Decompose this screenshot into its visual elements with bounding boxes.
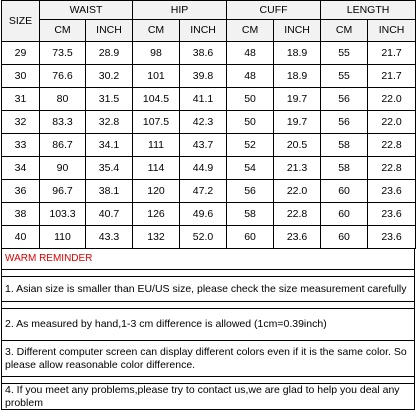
measurement-cell: 23.6: [368, 226, 416, 249]
size-cell: 36: [2, 180, 40, 203]
warm-reminder-title: WARM REMINDER: [2, 249, 414, 270]
measurement-cell: 42.3: [180, 111, 227, 134]
measurement-cell: 23.6: [368, 180, 416, 203]
size-cell: 34: [2, 157, 40, 180]
divider: [2, 302, 414, 309]
measurement-cell: 120: [133, 180, 180, 203]
size-cell: 30: [2, 65, 40, 88]
reminder-note-1: 1. Asian size is smaller than EU/US size, please check the size measurement carefully: [2, 277, 414, 302]
measurement-cell: 22.0: [368, 111, 416, 134]
measurement-cell: 49.6: [180, 203, 227, 226]
measurement-cell: 35.4: [86, 157, 133, 180]
measurement-cell: 47.2: [180, 180, 227, 203]
measurement-cell: 55: [321, 65, 368, 88]
cuff-header: CUFF: [227, 1, 321, 20]
measurement-cell: 86.7: [40, 134, 86, 157]
measurement-cell: 43.3: [86, 226, 133, 249]
table-row: [2, 111, 416, 134]
measurement-cell: 52: [227, 134, 274, 157]
measurement-cell: 110: [40, 226, 86, 249]
measurement-cell: 41.1: [180, 88, 227, 111]
measurement-cell: 104.5: [133, 88, 180, 111]
size-cell: 40: [2, 226, 40, 249]
warm-reminder-section: [1, 249, 415, 410]
measurement-cell: 132: [133, 226, 180, 249]
measurement-cell: 60: [321, 180, 368, 203]
measurement-cell: 21.3: [274, 157, 321, 180]
measurement-cell: 22.8: [368, 157, 416, 180]
reminder-note-4: 4. If you meet any problems,please try to contact us,we are glad to help you deal any problem: [2, 384, 414, 410]
measurement-cell: 76.6: [40, 65, 86, 88]
unit-header: INCH: [368, 20, 416, 42]
measurement-cell: 22.0: [274, 180, 321, 203]
measurement-cell: 20.5: [274, 134, 321, 157]
measurement-cell: 48: [227, 65, 274, 88]
measurement-cell: 18.9: [274, 65, 321, 88]
measurement-cell: 22.8: [368, 134, 416, 157]
measurement-cell: 28.9: [86, 42, 133, 65]
measurement-cell: 58: [321, 134, 368, 157]
measurement-cell: 96.7: [40, 180, 86, 203]
measurement-cell: 44.9: [180, 157, 227, 180]
unit-header: INCH: [274, 20, 321, 42]
measurement-cell: 60: [321, 203, 368, 226]
measurement-cell: 58: [321, 157, 368, 180]
measurement-cell: 90: [40, 157, 86, 180]
measurement-cell: 60: [321, 226, 368, 249]
measurement-cell: 38.6: [180, 42, 227, 65]
hip-header: HIP: [133, 1, 227, 20]
divider: [2, 270, 414, 277]
measurement-cell: 22.0: [368, 88, 416, 111]
measurement-cell: 21.7: [368, 65, 416, 88]
measurement-cell: 98: [133, 42, 180, 65]
size-table: [1, 0, 416, 249]
measurement-cell: 43.7: [180, 134, 227, 157]
unit-header: CM: [321, 20, 368, 42]
measurement-cell: 52.0: [180, 226, 227, 249]
reminder-note-2: 2. As measured by hand,1-3 cm difference is allowed (1cm=0.39inch): [2, 309, 414, 341]
waist-header: WAIST: [40, 1, 133, 20]
measurement-cell: 107.5: [133, 111, 180, 134]
measurement-cell: 54: [227, 157, 274, 180]
measurement-cell: 50: [227, 88, 274, 111]
unit-header: INCH: [180, 20, 227, 42]
length-header: LENGTH: [321, 1, 416, 20]
measurement-cell: 23.6: [274, 226, 321, 249]
table-row: [2, 88, 416, 111]
size-cell: 33: [2, 134, 40, 157]
table-row: [2, 134, 416, 157]
measurement-cell: 58: [227, 203, 274, 226]
measurement-cell: 30.2: [86, 65, 133, 88]
measurement-cell: 38.1: [86, 180, 133, 203]
measurement-cell: 31.5: [86, 88, 133, 111]
measurement-cell: 50: [227, 111, 274, 134]
measurement-cell: 126: [133, 203, 180, 226]
table-row: [2, 203, 416, 226]
measurement-cell: 80: [40, 88, 86, 111]
table-body: [2, 42, 416, 249]
table-row: [2, 65, 416, 88]
size-cell: 38: [2, 203, 40, 226]
measurement-cell: 60: [227, 226, 274, 249]
measurement-cell: 48: [227, 42, 274, 65]
measurement-cell: 114: [133, 157, 180, 180]
table-row: [2, 180, 416, 203]
unit-header: CM: [40, 20, 86, 42]
measurement-cell: 56: [227, 180, 274, 203]
unit-header: INCH: [86, 20, 133, 42]
reminder-note-3: 3. Different computer screen can display different colors even if it is the same color. So please allow reasonable color difference.: [2, 341, 414, 377]
measurement-cell: 19.7: [274, 111, 321, 134]
measurement-cell: 56: [321, 111, 368, 134]
measurement-cell: 73.5: [40, 42, 86, 65]
measurement-cell: 34.1: [86, 134, 133, 157]
measurement-cell: 32.8: [86, 111, 133, 134]
size-cell: 32: [2, 111, 40, 134]
table-row: [2, 42, 416, 65]
measurement-cell: 39.8: [180, 65, 227, 88]
measurement-cell: 111: [133, 134, 180, 157]
table-row: [2, 226, 416, 249]
size-chart: [1, 0, 415, 410]
table-row: [2, 157, 416, 180]
measurement-cell: 22.8: [274, 203, 321, 226]
measurement-cell: 55: [321, 42, 368, 65]
measurement-cell: 103.3: [40, 203, 86, 226]
measurement-cell: 56: [321, 88, 368, 111]
measurement-cell: 101: [133, 65, 180, 88]
measurement-cell: 21.7: [368, 42, 416, 65]
size-header: SIZE: [2, 1, 40, 42]
measurement-cell: 18.9: [274, 42, 321, 65]
measurement-cell: 83.3: [40, 111, 86, 134]
measurement-cell: 23.6: [368, 203, 416, 226]
measurement-cell: 19.7: [274, 88, 321, 111]
measurement-cell: 40.7: [86, 203, 133, 226]
unit-header: CM: [133, 20, 180, 42]
size-cell: 29: [2, 42, 40, 65]
unit-header: CM: [227, 20, 274, 42]
size-cell: 31: [2, 88, 40, 111]
